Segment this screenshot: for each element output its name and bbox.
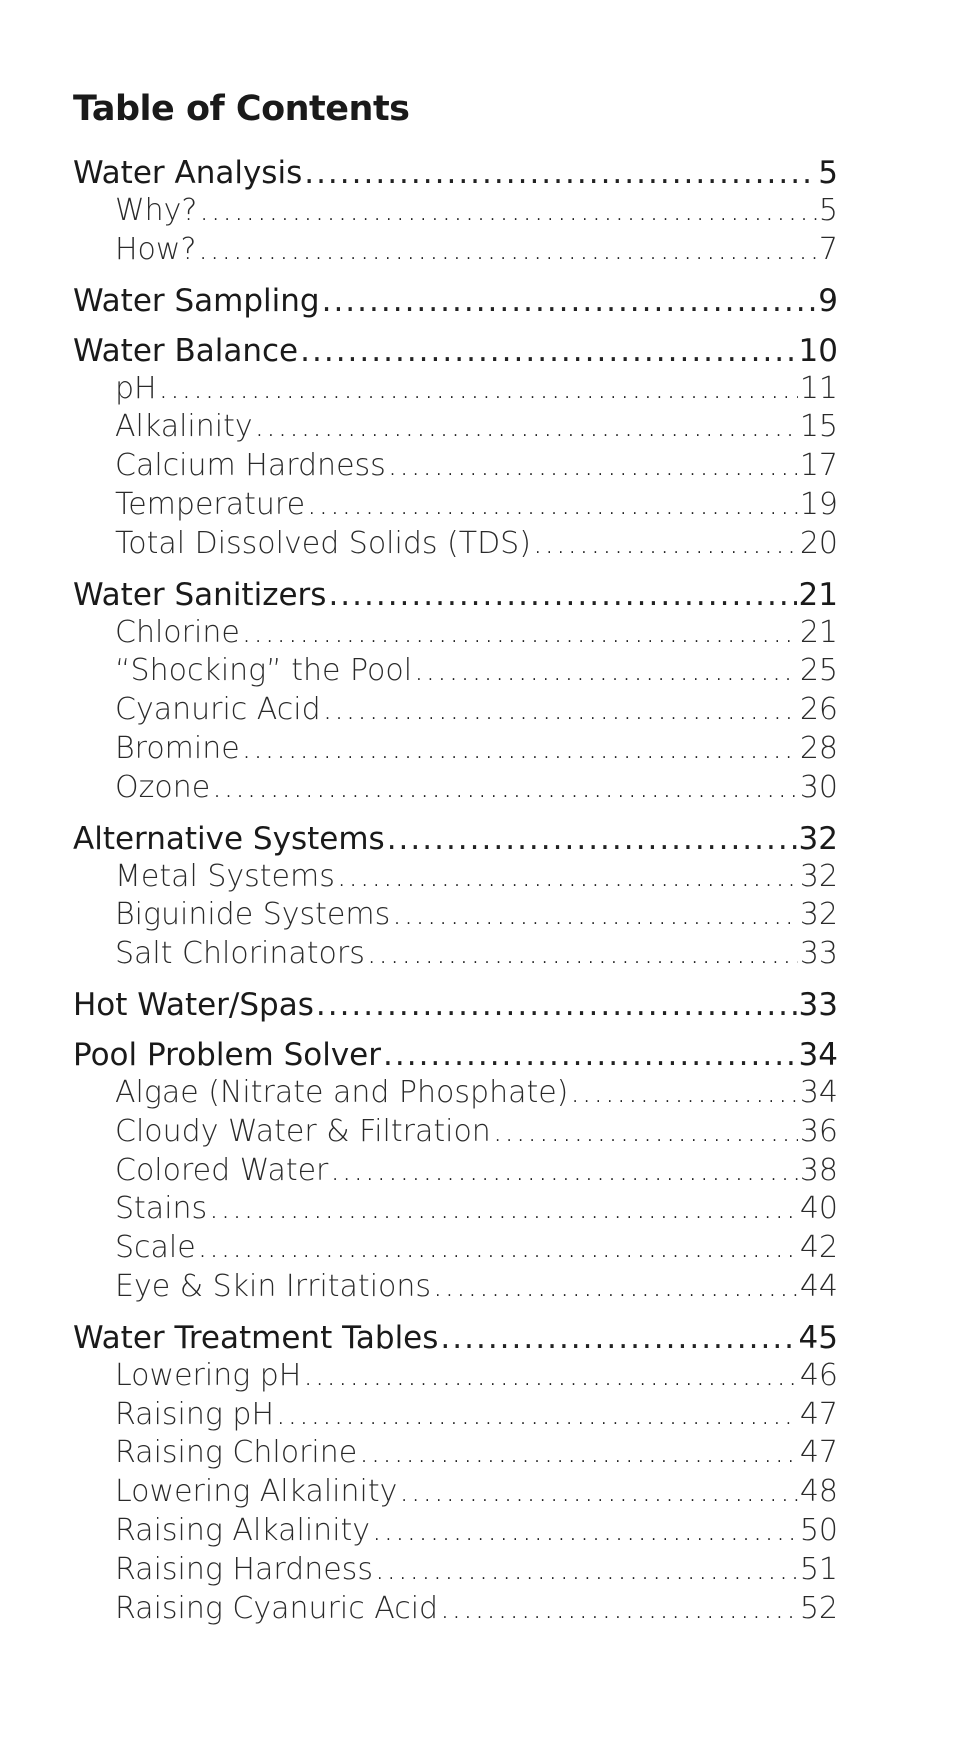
dot-leader [367,935,798,974]
dot-leader [198,231,817,270]
toc-subentry[interactable] [73,1434,838,1473]
toc-entry-label: Water Sampling [73,282,320,319]
toc-subentry-page-number: 50 [799,1512,838,1548]
toc-subentry-label: Raising Alkalinity [115,1512,371,1548]
toc-subentry[interactable] [73,192,838,231]
toc-subentry-page-number: 34 [799,1074,838,1110]
toc-subentry-label: Biguinide Systems [115,897,391,933]
dot-leader [322,282,817,320]
dot-leader [570,1074,797,1113]
toc-subentry-label: Raising Chlorine [115,1435,358,1471]
dot-leader [212,769,798,808]
toc-subentry-label: Calcium Hardness [115,448,386,484]
toc-subentry-label: Why? [115,193,198,228]
toc-subentry-page-number: 11 [799,370,838,406]
toc-subentry[interactable] [73,408,838,447]
toc-subentry-page-number: 7 [818,231,838,267]
dot-leader [328,576,796,614]
toc-section [73,332,838,564]
toc-subentry-label: Raising pH [115,1396,275,1432]
toc-subentry[interactable] [73,730,838,769]
toc-subentry-label: Chlorine [115,614,240,650]
dot-leader [199,192,817,231]
toc-entry-page-number: 21 [798,576,838,613]
dot-leader [414,652,798,691]
toc-subentry[interactable] [73,1396,838,1435]
toc-entry[interactable] [73,986,838,1024]
dot-leader [388,447,798,486]
dot-leader [493,1113,798,1152]
toc-subentry[interactable] [73,1551,838,1590]
toc-subentry[interactable] [73,858,838,897]
dot-leader [440,1319,796,1357]
toc-subentry-label: Lowering Alkalinity [115,1474,398,1510]
toc-entry[interactable] [73,576,838,614]
toc-entry-label: Water Analysis [73,155,303,191]
dot-leader [440,1590,798,1629]
toc-subentry[interactable] [73,1190,838,1229]
toc-entry-label: Water Balance [73,332,299,369]
toc-subentry-label: Alkalinity [115,409,253,445]
toc-subentry-label: Colored Water [115,1152,329,1188]
toc-section [73,1319,838,1629]
toc-subentry-label: Raising Hardness [115,1551,373,1587]
toc-subentry[interactable] [73,231,838,270]
toc-subentry[interactable] [73,1113,838,1152]
dot-leader [375,1551,798,1590]
toc-subentry-page-number: 25 [799,653,838,689]
dot-leader [242,614,798,653]
toc-subentry-label: Bromine [115,730,240,766]
toc-subentry-label: Stains [115,1191,208,1227]
toc-section [73,154,838,270]
toc-page [73,84,838,1640]
toc-entry[interactable] [73,820,838,858]
toc-subentry[interactable] [73,486,838,525]
toc-entry[interactable] [73,332,838,370]
toc-subentry-label: pH [115,370,157,406]
toc-subentry-page-number: 46 [799,1357,838,1393]
toc-subentry[interactable] [73,652,838,691]
toc-entry-page-number: 45 [798,1319,838,1356]
dot-leader [399,1473,797,1512]
toc-subentry-page-number: 26 [799,692,838,728]
toc-entry[interactable] [73,154,838,192]
toc-subentry-page-number: 38 [799,1152,838,1188]
toc-subentry-page-number: 47 [799,1396,838,1432]
toc-subentry[interactable] [73,691,838,730]
toc-section [73,1036,838,1307]
toc-entry[interactable] [73,1319,838,1357]
toc-subentry-page-number: 51 [799,1551,838,1587]
dot-leader [255,408,798,447]
toc-subentry-page-number: 42 [799,1230,838,1266]
dot-leader [276,1396,798,1435]
dot-leader [359,1434,798,1473]
toc-subentry[interactable] [73,1152,838,1191]
toc-section [73,282,838,320]
toc-subentry[interactable] [73,935,838,974]
dot-leader [242,730,798,769]
toc-section [73,820,838,974]
toc-subentry-label: Ozone [115,769,211,805]
toc-subentry-page-number: 19 [799,486,838,522]
toc-subentry-page-number: 48 [799,1474,838,1510]
toc-entry-label: Pool Problem Solver [73,1036,382,1073]
toc-subentry[interactable] [73,370,838,409]
toc-subentry-label: Metal Systems [115,858,335,894]
dot-leader [304,154,816,192]
toc-subentry[interactable] [73,1357,838,1396]
toc-subentry[interactable] [73,1512,838,1551]
toc-subentry-page-number: 21 [799,614,838,650]
toc-subentry-page-number: 15 [799,409,838,445]
toc-subentry[interactable] [73,1268,838,1307]
toc-subentry-page-number: 20 [799,525,838,561]
dot-leader [159,370,798,409]
dot-leader [316,986,797,1024]
toc-subentry-label: “Shocking” the Pool [115,653,413,689]
toc-subentry-page-number: 32 [799,858,838,894]
toc-subentry-label: Salt Chlorinators [115,936,365,972]
toc-subentry-page-number: 36 [799,1113,838,1149]
toc-subentry-page-number: 33 [799,936,838,972]
toc-subentry-label: Eye & Skin Irritations [115,1268,432,1304]
toc-subentry-page-number: 44 [799,1268,838,1304]
toc-subentry-label: Cyanuric Acid [115,692,321,728]
toc-section [73,576,838,808]
toc-subentry-label: Raising Cyanuric Acid [115,1590,439,1626]
toc-subentry-page-number: 5 [818,193,838,228]
toc-subentry[interactable] [73,769,838,808]
dot-leader [300,332,796,370]
dot-leader [307,486,798,525]
toc-subentry[interactable] [73,614,838,653]
toc-subentry-page-number: 28 [799,730,838,766]
toc-subentry-label: Algae (Nitrate and Phosphate) [115,1074,569,1110]
toc-entry-page-number: 32 [798,820,838,857]
toc-subentry[interactable] [73,1229,838,1268]
toc-entry[interactable] [73,282,838,320]
toc-entry-label: Water Treatment Tables [73,1319,439,1356]
toc-entry-page-number: 10 [798,332,838,369]
dot-leader [198,1229,798,1268]
dot-leader [387,820,797,858]
toc-entry-label: Hot Water/Spas [73,986,314,1023]
toc-subentry-label: Temperature [115,486,306,522]
dot-leader [433,1268,798,1307]
toc-subentry-label: Scale [115,1230,196,1266]
toc-subentry-page-number: 52 [799,1590,838,1626]
toc-entry-label: Alternative Systems [73,820,385,857]
toc-subentry-page-number: 30 [799,769,838,805]
toc-subentry-page-number: 47 [799,1435,838,1471]
dot-leader [533,525,798,564]
toc-subentry-label: Cloudy Water & Filtration [115,1113,491,1149]
toc-subentry-label: Lowering pH [115,1357,302,1393]
toc-subentry-page-number: 32 [799,897,838,933]
toc-subentry[interactable] [73,525,838,564]
toc-subentry[interactable] [73,1473,838,1512]
toc-subentry-label: Total Dissolved Solids (TDS) [115,525,531,561]
toc-entry-page-number: 5 [818,155,838,191]
toc-subentry-page-number: 40 [799,1191,838,1227]
toc-subentry-label: How? [115,231,197,267]
dot-leader [337,858,798,897]
toc-entry-label: Water Sanitizers [73,576,327,613]
toc-subentry[interactable] [73,1590,838,1629]
toc-entry-page-number: 34 [798,1036,838,1073]
dot-leader [330,1152,797,1191]
dot-leader [392,896,798,935]
dot-leader [323,691,798,730]
toc-subentry[interactable] [73,896,838,935]
toc-entry[interactable] [73,1036,838,1074]
toc-subentry[interactable] [73,1074,838,1113]
dot-leader [303,1357,797,1396]
toc-list [73,154,838,1628]
dot-leader [372,1512,798,1551]
toc-section [73,986,838,1024]
toc-subentry-page-number: 17 [799,448,838,484]
toc-entry-page-number: 33 [798,986,838,1023]
toc-subentry[interactable] [73,447,838,486]
page-title: Table of Contents [73,89,410,129]
dot-leader [209,1190,798,1229]
toc-entry-page-number: 9 [818,282,838,319]
dot-leader [383,1036,797,1074]
